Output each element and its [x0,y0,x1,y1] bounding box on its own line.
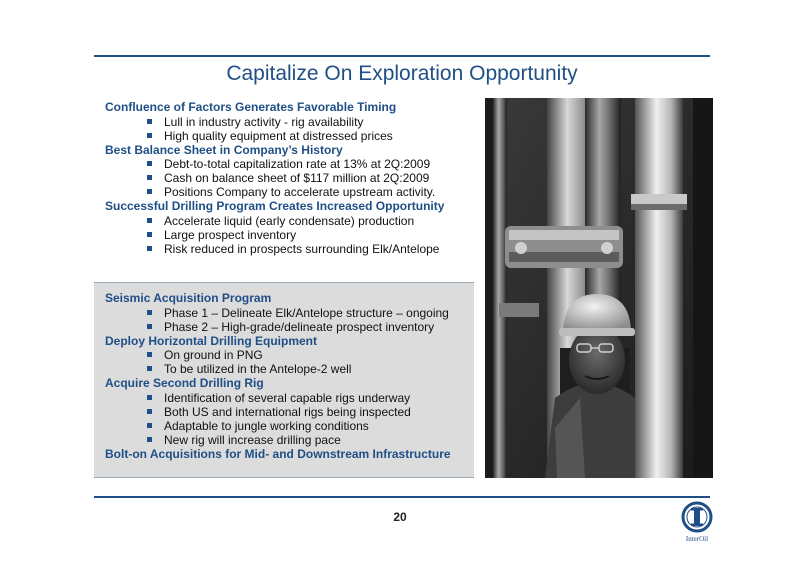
upper-sections [94,98,474,256]
bullet-item: Cash on balance sheet of $117 million at 2Q:2009 [105,171,474,185]
section-heading: Seismic Acquisition Program [105,291,272,305]
logo-text: InterOil [685,535,709,543]
bullet-list [105,115,474,143]
section-heading: Best Balance Sheet in Company’s History [105,142,343,157]
section-heading: Bolt-on Acquisitions for Mid- and Downstream Infrastructure [105,446,451,461]
bullet-item: Accelerate liquid (early condensate) production [105,214,474,228]
bullet-item: Debt-to-total capitalization rate at 13% at 2Q:2009 [105,157,474,171]
bullet-item: Positions Company to accelerate upstream activity. [105,185,474,199]
interoil-logo-icon [680,500,714,534]
bullet-item: High quality equipment at distressed prices [105,129,474,143]
bullet-item: On ground in PNG [105,348,474,362]
lower-sections [94,283,474,461]
bullet-item: Adaptable to jungle working conditions [105,419,474,433]
top-rule [94,55,710,57]
section-heading: Acquire Second Drilling Rig [105,376,264,390]
slide-title: Capitalize On Exploration Opportunity [226,62,578,85]
section-heading: Successful Drilling Program Creates Increased Opportunity [105,199,445,213]
bullet-item: Phase 2 – High-grade/delineate prospect inventory [105,320,474,334]
section-heading: Deploy Horizontal Drilling Equipment [105,333,318,348]
upper-text-block [94,98,474,280]
bottom-rule [94,496,710,498]
bullet-item: Both US and international rigs being inspected [105,405,474,419]
bullet-list [105,157,474,199]
bullet-list [105,348,474,376]
bullet-item: Lull in industry activity - rig availability [105,115,474,129]
bullet-item: Phase 1 – Delineate Elk/Antelope structure – ongoing [105,306,474,320]
section-heading: Confluence of Factors Generates Favorable Timing [105,100,397,114]
bullet-item: Identification of several capable rigs underway [105,391,474,405]
interoil-logo [680,500,714,548]
bullet-list [105,306,474,334]
oil-rig-worker-photo [485,98,713,478]
lower-text-block [94,282,474,478]
bullet-item: Large prospect inventory [105,228,474,242]
bullet-item: To be utilized in the Antelope-2 well [105,362,474,376]
bullet-list [105,214,474,256]
bullet-item: New rig will increase drilling pace [105,433,474,447]
bullet-item: Risk reduced in prospects surrounding Elk/Antelope [105,242,474,256]
bullet-list [105,391,474,447]
page-number: 20 [393,510,407,524]
